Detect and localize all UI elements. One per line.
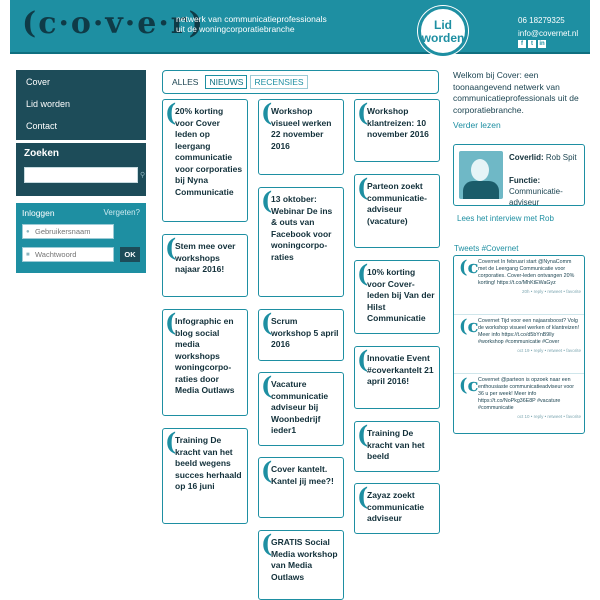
email-link[interactable]: info@covernet.nl — [518, 29, 579, 38]
news-card[interactable] — [258, 99, 344, 175]
news-card[interactable] — [162, 309, 248, 416]
site-header — [10, 0, 590, 54]
tweet-actions[interactable]: oct 19 • reply • retweet • favorite — [517, 348, 581, 353]
login-ok-button[interactable]: OK — [120, 247, 140, 262]
news-card-title: ( Parteon zoekt communicatie-adviseur (vacature) — [367, 181, 427, 226]
search-panel — [16, 143, 146, 196]
function-label: Functie: — [509, 176, 541, 185]
member-spotlight — [453, 144, 585, 206]
news-card-title: ( GRATIS Social Media workshop van Media Outlaws — [271, 537, 338, 582]
contact-info — [518, 14, 578, 40]
news-card-title: ( Scrum workshop 5 april 2016 — [271, 316, 339, 349]
search-title: Zoeken — [24, 148, 60, 159]
tweet-actions[interactable]: oct 10 • reply • retweet • favorite — [517, 414, 581, 419]
news-card[interactable] — [162, 234, 248, 297]
function-value: Communicatie-adviseur — [509, 187, 563, 207]
search-input[interactable] — [24, 167, 138, 183]
news-card-title: ( Vacature communicatie adviseur bij Woonbedrijf ieder1 — [271, 379, 329, 435]
search-icon[interactable]: ⚲ — [140, 172, 146, 179]
tweet-text: Covernet @parteon is opzoek naar een enthousiaste communicatieadviseur voor 36 u per week! Meer info https://t.co/NoPkg36E8P #vacature #communicatie — [478, 377, 574, 411]
news-card[interactable] — [258, 372, 344, 446]
username-input[interactable] — [22, 224, 114, 239]
tab-recensies[interactable]: RECENSIES — [250, 75, 307, 89]
cover-logo[interactable]: (c·o·v·e·r) — [22, 6, 205, 41]
interview-link[interactable]: Lees het interview met Rob — [457, 214, 554, 223]
news-card-title: ( 20% korting voor Cover leden op leergang communicatie voor corporaties bij Nyna Communicatie — [175, 106, 243, 197]
phone-number: 06 18279325 — [518, 16, 565, 25]
news-card-title: ( Zayaz zoekt communicatie adviseur — [367, 490, 425, 523]
tweet-text: Covernet Tijd voor een najaarsboost? Volg de workshop visueel werken of klantreizen! Meer info https://t.co/d5bYnB9lly #workshop #communicatie #Cover — [478, 318, 579, 345]
login-title: Inloggen — [22, 208, 55, 218]
news-card-title: ( Stem mee over workshops najaar 2016! — [175, 241, 236, 274]
news-card-title: ( Workshop klantreizen: 10 november 2016 — [367, 106, 429, 139]
tagline-line1: netwerk van communicatieprofessionals — [176, 14, 327, 24]
tweet-actions[interactable]: 20h • reply • retweet • favorite — [521, 289, 581, 294]
tweet-text: Covernet In februari start @NynaComm met de Leergang Communicatie voor corporaties. Cover-leden ontvangen 20% korting! https://t.co/MhKtEWaGyz — [478, 259, 575, 286]
forgot-password-link[interactable]: Vergeten? — [103, 208, 140, 217]
tagline — [176, 14, 327, 34]
cover-avatar-icon: (c — [459, 316, 479, 337]
nav-item-lid-worden[interactable]: Lid worden — [26, 99, 71, 109]
filter-tabs — [162, 70, 439, 94]
main-nav — [16, 70, 146, 140]
tweet-item — [454, 256, 584, 315]
news-card[interactable] — [258, 457, 344, 518]
nav-item-cover[interactable]: Cover — [26, 77, 51, 87]
news-card-title: ( Training De kracht van het beeld wegens succes herhaald op 16 juni — [175, 435, 242, 491]
cover-avatar-icon: (c — [459, 257, 479, 278]
lid-worden-badge[interactable] — [418, 6, 468, 56]
news-card[interactable] — [258, 309, 344, 361]
twitter-icon[interactable]: t — [528, 40, 536, 48]
member-photo — [459, 151, 503, 199]
tab-alles[interactable]: ALLES — [172, 77, 199, 87]
user-icon: ● — [26, 229, 30, 235]
news-card[interactable] — [354, 483, 440, 534]
cover-avatar-icon: (c — [459, 375, 479, 396]
nav-item-contact[interactable]: Contact — [26, 121, 58, 131]
news-card[interactable] — [354, 260, 440, 334]
news-card[interactable] — [258, 187, 344, 297]
tweet-item — [454, 374, 584, 433]
member-name-line — [509, 153, 577, 162]
news-card[interactable] — [354, 421, 440, 472]
linkedin-icon[interactable]: in — [539, 41, 545, 47]
news-card-title: ( 10% korting voor Cover-leden bij Van der Hilst Communicatie — [367, 267, 435, 323]
lid-badge-line1: Lid — [434, 18, 452, 32]
news-card-title: ( Innovatie Event #coverkantelt 21 april 2016! — [367, 353, 434, 386]
welcome-text: Welkom bij Cover: een toonaangevend netwerk van communicatieprofessionals uit de corporatiebranche. — [453, 70, 579, 115]
lid-badge-line2: worden — [421, 31, 465, 45]
tweet-item — [454, 315, 584, 374]
tweets-heading: Tweets #Covernet — [454, 244, 519, 253]
lock-icon: ■ — [26, 252, 30, 258]
member-label: Coverlid: — [509, 153, 544, 162]
tweets-feed — [453, 255, 585, 434]
tab-nieuws[interactable]: NIEUWS — [205, 75, 247, 89]
news-card[interactable] — [162, 99, 248, 222]
news-card[interactable] — [354, 174, 440, 248]
news-card-title: ( Workshop visueel werken 22 november 2016 — [271, 106, 332, 151]
tagline-line2: uit de woningcorporatiebranche — [176, 24, 295, 34]
news-card[interactable] — [162, 428, 248, 524]
news-card[interactable] — [354, 99, 440, 162]
member-name: Rob Spit — [545, 153, 577, 162]
member-function-line — [509, 175, 584, 208]
news-card-title: ( Infographic en blog social media workshops woningcorpo-raties door Media Outlaws — [175, 316, 235, 395]
news-card-title: ( Cover kantelt. Kantel jij mee?! — [271, 464, 334, 486]
news-card-title: ( Training De kracht van het beeld — [367, 428, 425, 461]
read-more-link[interactable]: Verder lezen — [453, 120, 501, 130]
news-card[interactable] — [354, 346, 440, 409]
facebook-icon[interactable]: f — [518, 40, 526, 48]
news-card-title: ( 13 oktober: Webinar De ins & outs van Facebook voor woningcorpo-raties — [271, 194, 333, 262]
news-card[interactable] — [258, 530, 344, 600]
social-links — [518, 40, 546, 48]
password-input[interactable] — [22, 247, 114, 262]
